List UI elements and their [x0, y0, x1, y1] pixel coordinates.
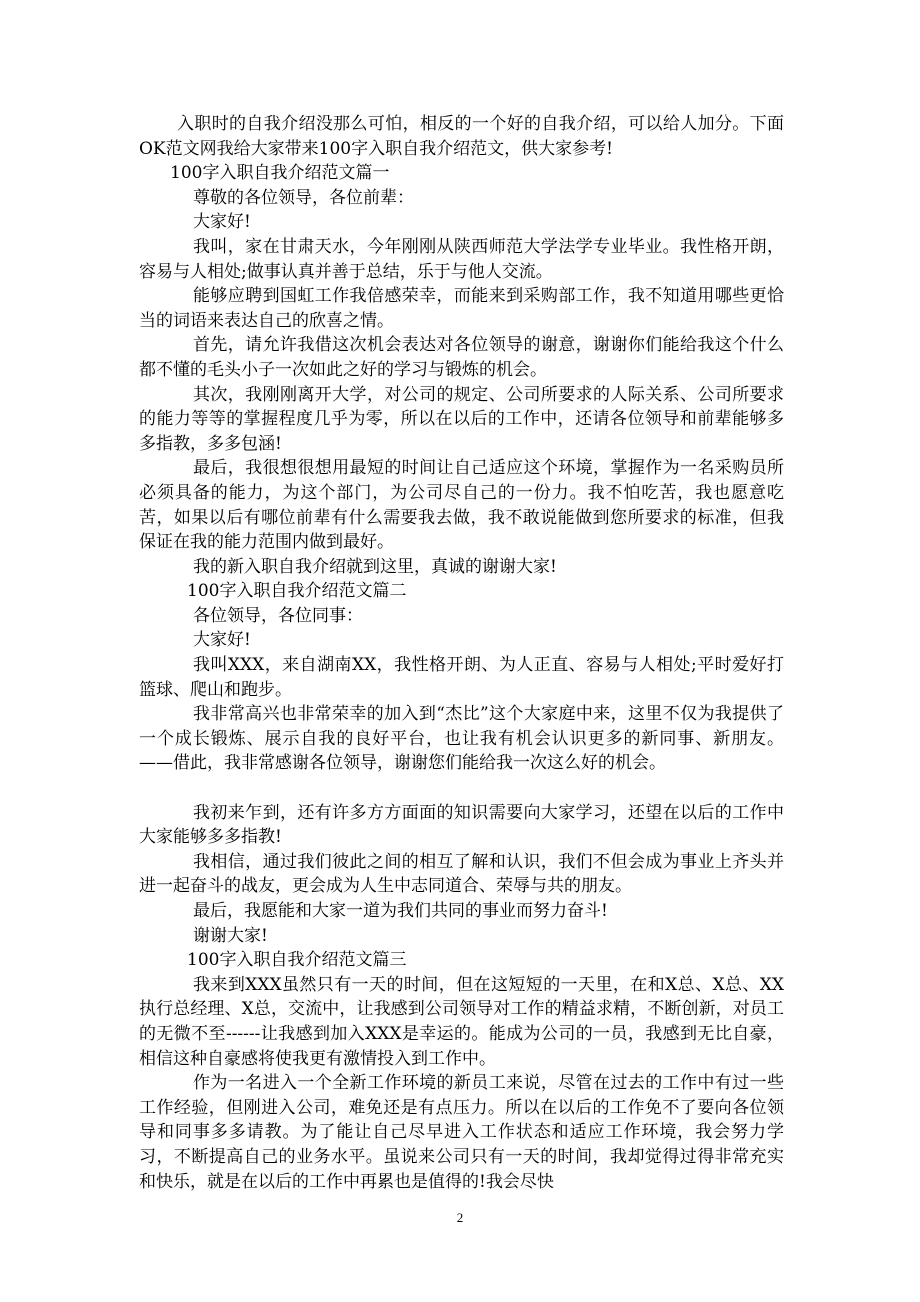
paragraph: 各位领导，各位同事：: [193, 605, 363, 626]
paragraph: 我相信，通过我们彼此之间的相互了解和认识，我们不但会成为事业上齐头并进一起奋斗的战友，更会成为人生中志同道合、荣辱与共的朋友。: [139, 851, 784, 897]
paragraph: 我叫，家在甘肃天水，今年刚刚从陕西师范大学法学专业毕业。我性格开朗，容易与人相处;做事认真并善于总结，乐于与他人交流。: [139, 236, 784, 282]
paragraph: 谢谢大家!: [193, 925, 268, 946]
paragraph: 我来到XXX虽然只有一天的时间，但在这短短的一天里，在和X总、X总、XX执行总经理、X总，交流中，让我感到公司领导对工作的精益求精，不断创新，对员工的无微不至------让我感到加入XXX是幸运的。能成为公司的一员，我感到无比自豪，相信这种自豪感将使我更有激情投入到工作中。: [139, 974, 784, 1069]
paragraph: 最后，我很想很想用最短的时间让自己适应这个环境，掌握作为一名采购员所必须具备的能力，为这个部门，为公司尽自己的一份力。我不怕吃苦，我也愿意吃苦，如果以后有哪位前辈有什么需要我去做，我不敢说能做到您所要求的标准，但我保证在我的能力范围内做到最好。: [139, 458, 784, 553]
paragraph: 大家好!: [193, 212, 251, 233]
paragraph: 我初来乍到，还有许多方方面面的知识需要向大家学习，还望在以后的工作中大家能够多多指教!: [139, 802, 784, 848]
blank-line: [139, 776, 784, 801]
paragraph: 我的新入职自我介绍就到这里，真诚的谢谢大家!: [193, 556, 557, 577]
document-body: [139, 112, 784, 1194]
paragraph: 其次，我刚刚离开大学，对公司的规定、公司所要求的人际关系、公司所要求的能力等等的掌握程度几乎为零，所以在以后的工作中，还请各位领导和前辈能够多多指教，多多包涵!: [139, 384, 784, 454]
paragraph: 尊敬的各位领导，各位前辈：: [193, 187, 414, 208]
page-number: 2: [456, 1210, 464, 1225]
paragraph: 首先，请允许我借这次机会表达对各位领导的谢意，谢谢你们能给我这个什么都不懂的毛头小子一次如此之好的学习与锻炼的机会。: [139, 335, 784, 380]
paragraph: 大家好!: [193, 630, 251, 651]
paragraph: 我叫XXX，来自湖南XX，我性格开朗、为人正直、容易与人相处;平时爱好打篮球、爬山和跑步。: [139, 655, 784, 700]
paragraph: 能够应聘到国虹工作我倍感荣幸，而能来到采购部工作，我不知道用哪些更恰当的词语来表达自己的欣喜之情。: [139, 286, 784, 331]
section-title-2: 100字入职自我介绍范文篇二: [187, 581, 407, 602]
section-title-3: 100字入职自我介绍范文篇三: [187, 950, 407, 971]
paragraph: 作为一名进入一个全新工作环境的新员工来说，尽管在过去的工作中有过一些工作经验，但刚进入公司，难免还是有点压力。所以在以后的工作免不了要向各位领导和同事多多请教。为了能让自己尽早进入工作状态和适应工作环境，我会努力学习，不断提高自己的业务水平。虽说来公司只有一天的时间，我却觉得过得非常充实和快乐，就是在以后的工作中再累也是值得的!我会尽快: [139, 1073, 784, 1192]
intro-paragraph: 入职时的自我介绍没那么可怕，相反的一个好的自我介绍，可以给人加分。下面OK范文网我给大家带来100字入职自我介绍范文，供大家参考!: [139, 114, 784, 159]
paragraph: 我非常高兴也非常荣幸的加入到“杰比”这个大家庭中来，这里不仅为我提供了一个成长锻炼、展示自我的良好平台，也让我有机会认识更多的新同事、新朋友。——借此，我非常感谢各位领导，谢谢您们能给我一次这么好的机会。: [139, 704, 784, 774]
paragraph: 最后，我愿能和大家一道为我们共同的事业而努力奋斗!: [193, 901, 608, 921]
section-title-1: 100字入职自我介绍范文篇一: [170, 163, 390, 184]
